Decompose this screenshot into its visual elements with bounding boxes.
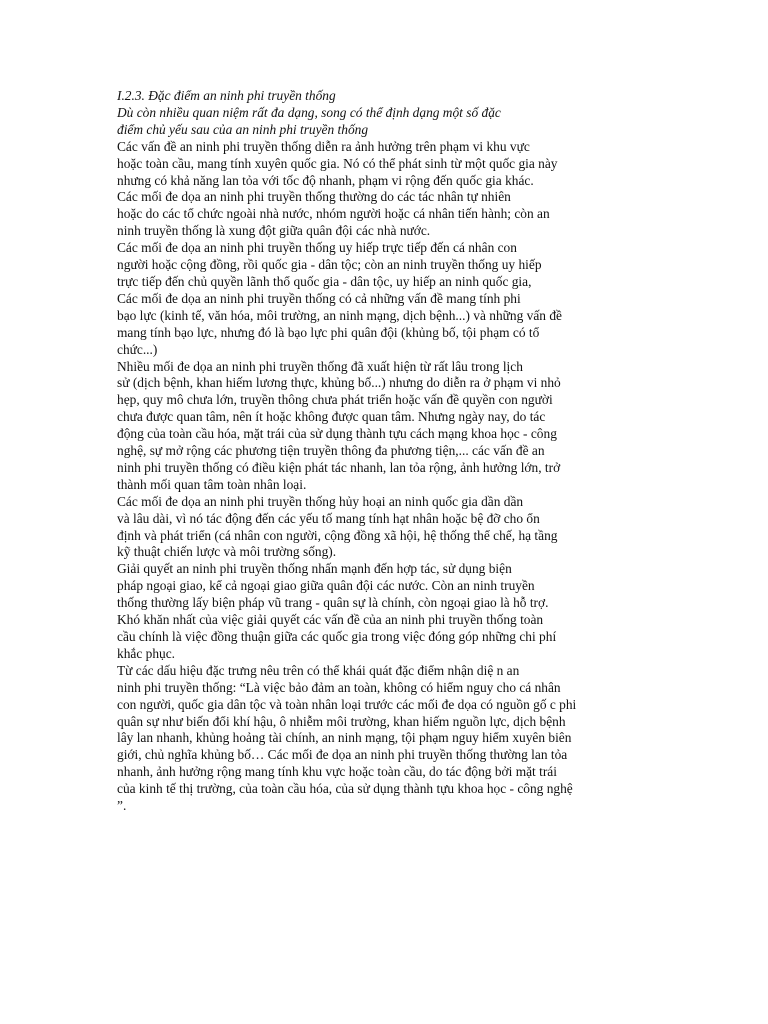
text-line: chức...) bbox=[117, 341, 158, 357]
text-line: kỹ thuật chiến lược và môi trường sống). bbox=[117, 544, 337, 560]
text-line: nghệ, sự mở rộng các phương tiện truyền thông đa phương tiện,... các vấn đề an bbox=[117, 443, 545, 459]
text-line: giới, chủ nghĩa khủng bố… Các mối đe dọa an ninh phi truyền thống thường lan tỏa bbox=[117, 747, 568, 763]
text-line: động của toàn cầu hóa, mặt trái của sử dụng thành tựu cách mạng khoa học - công bbox=[117, 426, 557, 442]
text-line: Các mối đe dọa an ninh phi truyền thống uy hiếp trực tiếp đến cá nhân con bbox=[117, 240, 517, 256]
text-line: chưa được quan tâm, nên ít hoặc không được quan tâm. Nhưng ngày nay, do tác bbox=[117, 409, 546, 425]
text-line: Khó khăn nhất của việc giải quyết các vấn đề của an ninh phi truyền thống toàn bbox=[117, 612, 544, 628]
text-line: hoặc do các tổ chức ngoài nhà nước, nhóm người hoặc cá nhân tiến hành; còn an bbox=[117, 206, 550, 222]
text-line: Từ các dấu hiệu đặc trưng nêu trên có thể khái quát đặc điểm nhận diệ n an bbox=[117, 662, 520, 678]
section-heading bbox=[117, 88, 657, 139]
text-line: Nhiều mối đe dọa an ninh phi truyền thống đã xuất hiện từ rất lâu trong lịch bbox=[117, 358, 523, 374]
text-line: hoặc toàn cầu, mang tính xuyên quốc gia. Nó có thể phát sinh từ một quốc gia này bbox=[117, 155, 558, 171]
text-line: cầu chính là việc đồng thuận giữa các quốc gia trong việc đóng góp những chi phí bbox=[117, 629, 557, 644]
document-page bbox=[117, 88, 657, 815]
text-line: trực tiếp đến chủ quyền lãnh thổ quốc gia - dân tộc, uy hiếp an ninh quốc gia, bbox=[117, 273, 532, 289]
text-line: của kinh tế thị trường, của toàn cầu hóa, của sử dụng thành tựu khoa học - công nghệ bbox=[117, 781, 573, 797]
text-line: mang tính bạo lực, nhưng đó là bạo lực phi quân đội (khủng bố, tội phạm có tổ bbox=[117, 324, 540, 340]
text-line: ”. bbox=[117, 798, 127, 814]
text-line: quân sự như biến đổi khí hậu, ô nhiễm môi trường, khan hiếm nguồn lực, dịch bệnh bbox=[117, 713, 566, 729]
text-line: hẹp, quy mô chưa lớn, truyền thông chưa phát triển hoặc vấn đề quyền con người bbox=[117, 392, 553, 408]
text-line: ninh phi truyền thống: “Là việc bảo đảm an toàn, không có hiểm nguy cho cá nhân bbox=[117, 679, 561, 695]
text-line: thống thường lấy biện pháp vũ trang - quân sự là chính, còn ngoại giao là hỗ trợ. bbox=[117, 595, 549, 611]
text-line: sử (dịch bệnh, khan hiếm lương thực, khủng bố...) nhưng do diễn ra ở phạm vi nhỏ bbox=[117, 375, 561, 391]
text-line: bạo lực (kinh tế, văn hóa, môi trường, an ninh mạng, dịch bệnh...) và những vấn đề bbox=[117, 307, 562, 323]
text-line: Các mối đe dọa an ninh phi truyền thống có cả những vấn đề mang tính phi bbox=[117, 290, 521, 306]
text-line: khắc phục. bbox=[117, 645, 176, 661]
text-line: con người, quốc gia dân tộc và toàn nhân loại trước các mối đe dọa có nguồn gố c phi bbox=[117, 696, 577, 712]
text-line: pháp ngoại giao, kể cả ngoại giao giữa quân đội các nước. Còn an ninh truyền bbox=[117, 578, 535, 594]
text-line: thành mối quan tâm toàn nhân loại. bbox=[117, 476, 307, 492]
text-line: định và phát triển (cá nhân con người, cộng đồng xã hội, hệ thống thể chế, hạ tầng bbox=[117, 527, 558, 543]
text-line: Giải quyết an ninh phi truyền thống nhấn mạnh đến hợp tác, sử dụng biện bbox=[117, 561, 512, 577]
heading-line: I.2.3. Đặc điểm an ninh phi truyền thống bbox=[117, 88, 336, 103]
text-line: nhưng có khả năng lan tỏa với tốc độ nhanh, phạm vi rộng đến quốc gia khác. bbox=[117, 172, 534, 188]
text-line: lây lan nhanh, khủng hoảng tài chính, an ninh mạng, tội phạm nguy hiểm xuyên biên bbox=[117, 730, 572, 746]
text-line: Các mối đe dọa an ninh phi truyền thống thường do các tác nhân tự nhiên bbox=[117, 189, 511, 205]
text-line: ninh phi truyền thống có điều kiện phát tác nhanh, lan tỏa rộng, ảnh hưởng lớn, trở bbox=[117, 459, 561, 475]
text-line: người hoặc cộng đồng, rồi quốc gia - dân tộc; còn an ninh truyền thống uy hiếp bbox=[117, 257, 542, 273]
body-text bbox=[117, 139, 657, 815]
heading-line: điểm chủ yếu sau của an ninh phi truyền thống bbox=[117, 121, 369, 137]
text-line: và lâu dài, vì nó tác động đến các yếu tố mang tính hạt nhân hoặc bệ đỡ cho ổn bbox=[117, 510, 540, 526]
text-line: Các mối đe dọa an ninh phi truyền thống hủy hoại an ninh quốc gia dần dần bbox=[117, 493, 524, 509]
text-line: Các vấn đề an ninh phi truyền thống diễn ra ảnh hưởng trên phạm vi khu vực bbox=[117, 138, 530, 154]
text-line: ninh truyền thống là xung đột giữa quân đội các nhà nước. bbox=[117, 223, 431, 239]
heading-line: Dù còn nhiều quan niệm rất đa dạng, song có thể định dạng một số đặc bbox=[117, 104, 501, 120]
text-line: nhanh, ảnh hưởng rộng mang tính khu vực hoặc toàn cầu, do tác động bởi mặt trái bbox=[117, 764, 557, 780]
